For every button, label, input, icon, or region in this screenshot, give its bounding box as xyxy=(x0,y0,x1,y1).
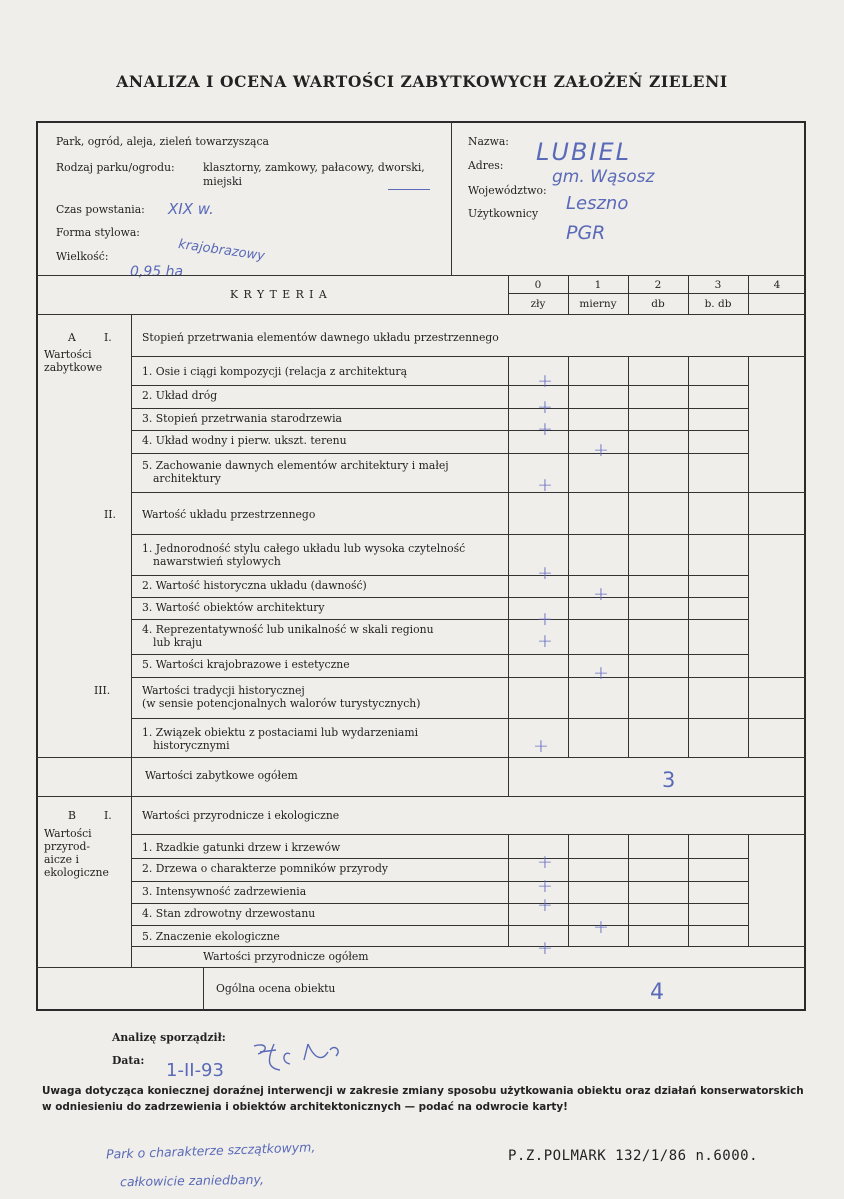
park-label: Park, ogród, aleja, zieleń towarzysząca xyxy=(56,135,269,148)
wojewodztwo-label: Województwo: xyxy=(468,184,547,197)
b1-item-3: 3. Intensywność zadrzewienia xyxy=(142,885,307,898)
a1-item-3: 3. Stopień przetrwania starodrzewia xyxy=(142,412,342,425)
hw-note-1: Park o charakterze szczątkowym, xyxy=(105,1139,316,1162)
mark-b1-4: + xyxy=(593,916,609,938)
a1-item-5b: architektury xyxy=(153,472,221,485)
section-b-title-2: przyrod- xyxy=(44,840,91,853)
nazwa-label: Nazwa: xyxy=(468,135,509,148)
a3-sub: (w sensie potencjonalnych walorów turystycznych) xyxy=(142,697,421,710)
uwaga-line-1: Uwaga dotycząca koniecznej doraźnej interwencji w zakresie zmiany sposobu użytkowania obiektu oraz działań konserwatorskich xyxy=(42,1085,804,1097)
section-a3-roman: III. xyxy=(94,684,111,697)
section-b-title-4: ekologiczne xyxy=(44,866,109,879)
mark-b1-5: + xyxy=(537,937,553,959)
hw-uzytk: PGR xyxy=(566,222,606,244)
a2-item-1: 1. Jednorodność stylu całego układu lub wysoka czytelność xyxy=(142,542,466,555)
rodzaj-options-2: miejski xyxy=(203,175,242,188)
score-2: 2 xyxy=(654,279,662,291)
mark-b1-2: + xyxy=(537,875,553,897)
mark-a1-2: + xyxy=(537,396,553,418)
hw-note-2: całkowicie zaniedbany, xyxy=(119,1171,264,1190)
hw-forma: krajobrazowy xyxy=(177,237,266,264)
hw-date: 1-II-93 xyxy=(166,1060,224,1081)
a1-item-1: 1. Osie i ciągi kompozycji (relacja z architekturą xyxy=(142,365,408,378)
hw-woj: Leszno xyxy=(566,193,629,214)
form-frame xyxy=(36,121,806,1011)
mark-a2-5: + xyxy=(593,662,609,684)
adres-label: Adres: xyxy=(468,159,504,172)
mark-b1-3: + xyxy=(537,894,553,916)
mark-a3-1: + xyxy=(533,735,549,757)
a2-item-5: 5. Wartości krajobrazowe i estetyczne xyxy=(142,658,350,671)
a3-item-1: 1. Związek obiektu z postaciami lub wydarzeniami xyxy=(142,726,419,739)
section-a-letter: A xyxy=(68,331,76,344)
a2-item-4: 4. Reprezentatywność lub unikalność w skali regionu xyxy=(142,623,434,636)
data-label: Data: xyxy=(112,1054,145,1067)
hw-nazwa: LUBIEL xyxy=(536,138,632,166)
rodzaj-options: klasztorny, zamkowy, pałacowy, dworski, xyxy=(203,161,425,174)
mark-a1-5: + xyxy=(537,474,553,496)
section-b-title-3: aicze i xyxy=(44,853,79,866)
label-1: mierny xyxy=(579,298,617,310)
b-total-label: Wartości przyrodnicze ogółem xyxy=(203,950,369,963)
b1-item-2: 2. Drzewa o charakterze pomników przyrody xyxy=(142,862,388,875)
a1-item-2: 2. Układ dróg xyxy=(142,389,218,402)
section-b-title-1: Wartości xyxy=(44,827,92,840)
hw-wielkosc: 0,95 ha xyxy=(130,264,184,280)
hw-czas: XIX w. xyxy=(168,200,214,218)
overall-label: Ogólna ocena obiektu xyxy=(216,982,336,995)
mark-b1-1: + xyxy=(537,851,553,873)
a2-item-1b: nawarstwień stylowych xyxy=(153,555,281,568)
a-total-score: 3 xyxy=(662,768,676,792)
b1-item-4: 4. Stan zdrowotny drzewostanu xyxy=(142,907,316,920)
uzytkownicy-label: Użytkownicy xyxy=(468,207,539,220)
a3-title: Wartości tradycji historycznej xyxy=(142,684,305,697)
a2-item-4b: lub kraju xyxy=(153,636,203,649)
czas-label: Czas powstania: xyxy=(56,203,145,216)
b1-item-1: 1. Rzadkie gatunki drzew i krzewów xyxy=(142,841,341,854)
a2-title: Wartość układu przestrzennego xyxy=(142,508,316,521)
mark-a1-1: + xyxy=(537,370,553,392)
signature-scribble xyxy=(246,1040,366,1080)
printer-code: P.Z.POLMARK 132/1/86 n.6000. xyxy=(508,1148,759,1164)
a1-title: Stopień przetrwania elementów dawnego układu przestrzennego xyxy=(142,331,499,344)
a1-item-4: 4. Układ wodny i pierw. ukszt. terenu xyxy=(142,434,347,447)
rodzaj-label: Rodzaj parku/ogrodu: xyxy=(56,161,175,174)
hw-adres: gm. Wąsosz xyxy=(552,167,655,187)
overall-score: 4 xyxy=(650,980,664,1005)
section-a-title: Wartości zabytkowe xyxy=(44,348,103,374)
section-a-roman: I. xyxy=(104,331,112,344)
page-title: ANALIZA I OCENA WARTOŚCI ZABYTKOWYCH ZAŁOŻEŃ ZIELENI xyxy=(116,72,728,91)
kryteria-header: K R Y T E R I A xyxy=(230,288,328,301)
mark-a1-3: + xyxy=(537,418,553,440)
label-3: b. db xyxy=(704,298,732,310)
analiza-label: Analizę sporządził: xyxy=(112,1031,226,1044)
b1-title: Wartości przyrodnicze i ekologiczne xyxy=(142,809,340,822)
section-a2-roman: II. xyxy=(104,508,116,521)
forma-label: Forma stylowa: xyxy=(56,226,140,239)
b1-item-5: 5. Znaczenie ekologiczne xyxy=(142,930,280,943)
score-3: 3 xyxy=(714,279,722,291)
a2-item-3: 3. Wartość obiektów architektury xyxy=(142,601,325,614)
mark-a2-3: + xyxy=(537,608,553,630)
label-0: zły xyxy=(530,298,546,310)
a3-item-1b: historycznymi xyxy=(153,739,230,752)
wielkosc-label: Wielkość: xyxy=(56,250,109,263)
a2-item-2: 2. Wartość historyczna układu (dawność) xyxy=(142,579,367,592)
mark-a2-4: + xyxy=(537,630,553,652)
mark-a2-1: + xyxy=(537,562,553,584)
label-2: db xyxy=(651,298,665,310)
mark-a2-2: + xyxy=(593,583,609,605)
section-b-letter: B xyxy=(68,809,76,822)
hw-dash xyxy=(388,189,430,190)
score-0: 0 xyxy=(534,279,542,291)
uwaga-line-2: w odniesieniu do zadrzewienia i obiektów architektonicznych — podać na odwrocie karty! xyxy=(42,1101,568,1113)
score-4: 4 xyxy=(773,279,781,291)
mark-a1-4: + xyxy=(593,439,609,461)
score-1: 1 xyxy=(594,279,602,291)
a1-item-5: 5. Zachowanie dawnych elementów architektury i małej xyxy=(142,459,449,472)
section-b-roman: I. xyxy=(104,809,112,822)
a-total-label: Wartości zabytkowe ogółem xyxy=(145,769,298,782)
